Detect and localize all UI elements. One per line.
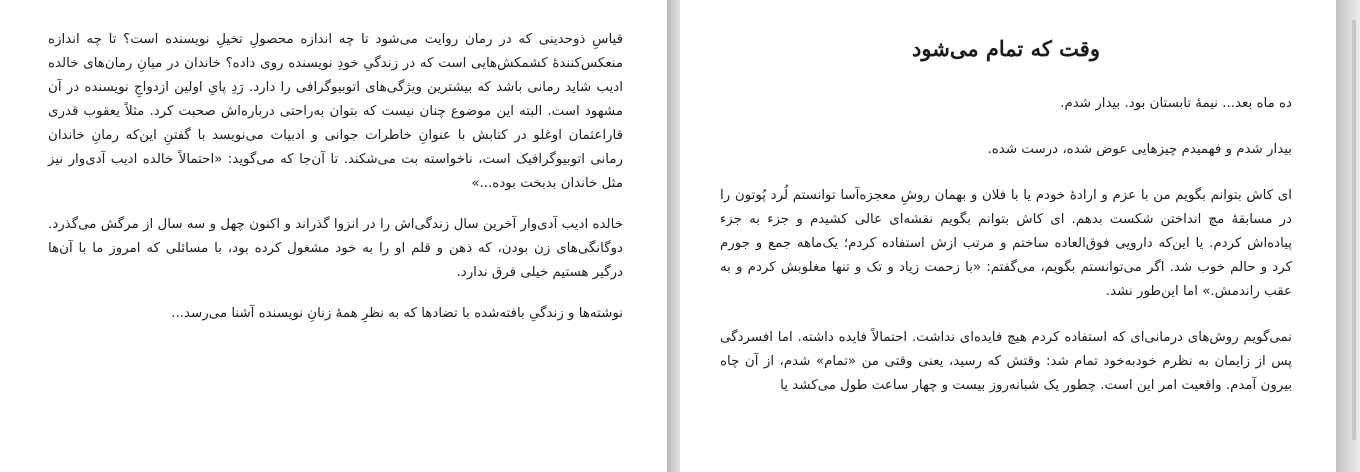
right-page bbox=[680, 0, 1336, 472]
chapter-title: وقت که تمام می‌شود bbox=[912, 36, 1100, 61]
right-paragraph-1: ده ماه بعد... نیمهٔ تابستان بود. بیدار شدم. bbox=[1060, 96, 1292, 111]
right-paragraph-4: نمی‌گویم روش‌های درمانی‌ای که استفاده کردم هیچ فایده‌ای نداشت. احتمالاً فایده داشته. اما افسردگی پس از زایمان به نظرم خودبه‌خود تمام شد: وقتش که رسید، یعنی وقتی من «تمام» شدم، از آن چاه بیرون آمدم. واقعیت امر این است. چطور یک شبانه‌روز بیست و چهار ساعت طول می‌کشد یا bbox=[720, 330, 1292, 393]
scrollbar[interactable] bbox=[1352, 20, 1356, 440]
page-gutter-shadow bbox=[667, 0, 680, 472]
page-edge-shadow bbox=[1336, 0, 1360, 472]
left-paragraph-1: قیاسِ ذوحدینی که در رمان روایت می‌شود تا چه اندازه محصولِ تخیلِ نویسنده است؟ تا چه اندازه منعکس‌کنندهٔ کشمکش‌هایی است که در زندگیِ خودِ نویسنده روی داده؟ خاندان در میانِ رمان‌های خالده ادیب شاید رمانی باشد که بیشترین ویژگی‌های اتوبیوگرافی را دارد. رَدِ پایِ اولین ازدواجِ نویسنده در آن مشهود است. البته این موضوع چنان نیست که بتوان به‌راحتی درباره‌اش صحبت کرد. مثلاً یعقوب قدری قاراعثمان اوغلو در کتابش با عنوانِ خاطرات جوانی و ادبیات می‌نویسد با گفتنِ این‌که رمانِ خاندان رمانی اتوبیوگرافیک است، ناخواسته بت می‌شکند. تا آن‌جا که می‌گوید: «احتمالاً خالده ادیب آدی‌وار نیز مثل خاندان بدبخت بوده...» bbox=[48, 32, 623, 191]
left-paragraph-2: خالده ادیب آدی‌وار آخرین سال زندگی‌اش را در انزوا گذراند و اکنون چهل و سه سال از مرگش می‌گذرد. دوگانگی‌های زن بودن، که ذهن و قلم او را به خود مشغول کرده بود، با مسائلی که امروز ما با آن‌ها درگیر هستیم خیلی فرق ندارد. bbox=[48, 217, 623, 280]
right-paragraph-3: ای کاش بتوانم بگویم من با عزم و ارادهٔ خودم یا با فلان و بهمان روشِ معجزه‌آسا توانستم لُرد پُوتون را در مسابقهٔ مچ انداختن شکست بدهم. ای کاش بتوانم بگویم نقشه‌ای عالی کشیدم و جزء به جزء پیاده‌اش کردم. یا این‌که دارویی فوق‌العاده ساختم و مرتب ازش استفاده کردم؛ یک‌ماهه جمع و جورم کرد و حالم خوب شد. اگر می‌توانستم بگویم، می‌گفتم: «با زحمت زیاد و تک و تنها مغلوبش کردم و به عقب راندمش.» اما این‌طور نشد. bbox=[720, 188, 1292, 299]
left-page bbox=[0, 0, 667, 472]
right-paragraph-2: بیدار شدم و فهمیدم چیزهایی عوض شده، درست شده. bbox=[987, 142, 1292, 157]
left-paragraph-3: نوشته‌ها و زندگیِ بافته‌شده با تضادها که به نظرِ همهٔ زنانِ نویسنده آشنا می‌رسد... bbox=[171, 306, 623, 321]
